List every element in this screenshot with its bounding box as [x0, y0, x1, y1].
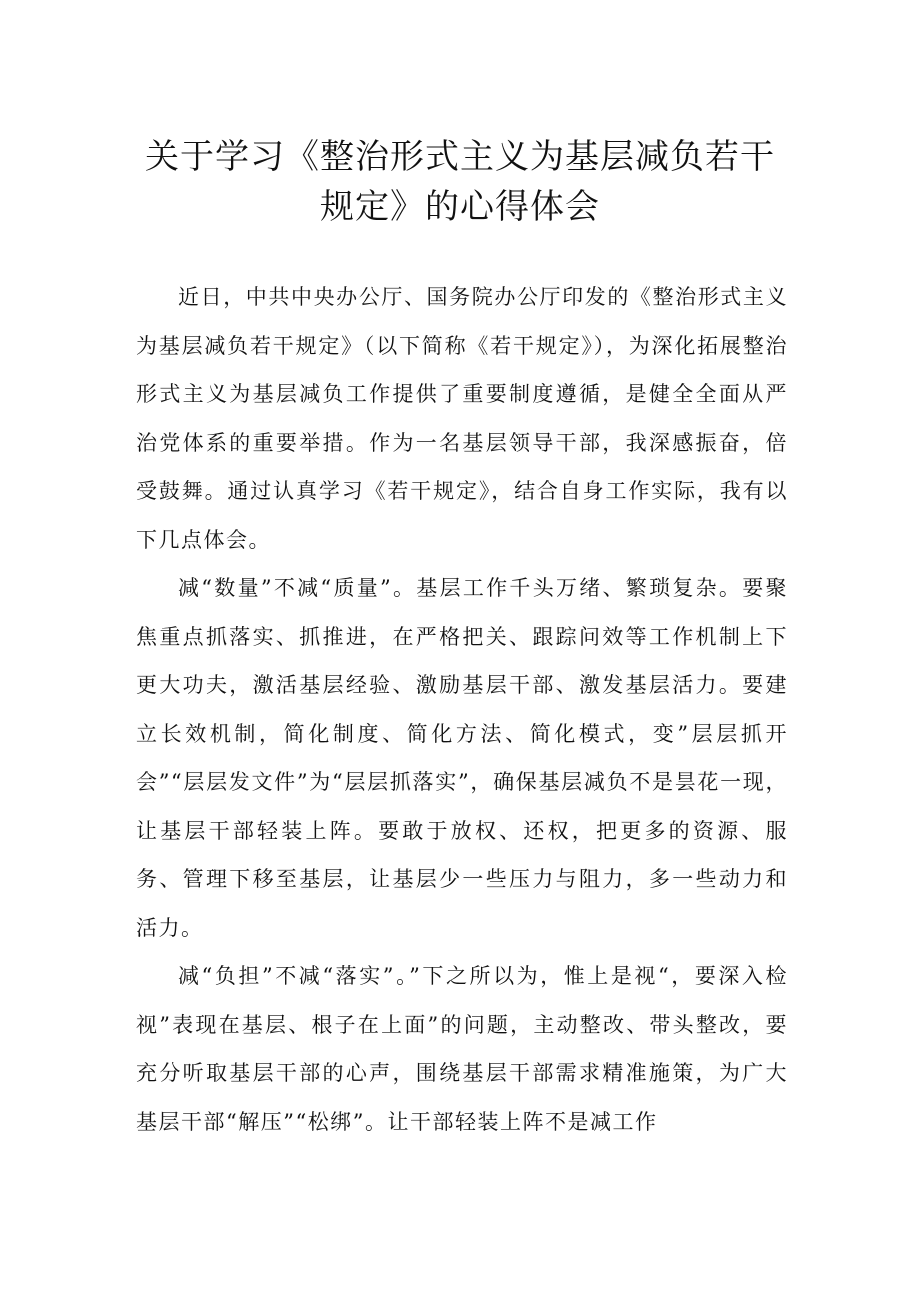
- paragraph-reduce-quantity: 减“数量”不减“质量”。基层工作千头万绪、繁琐复杂。要聚焦重点抓落实、抓推进，在严格把关、跟踪问效等工作机制上下更大功夫，激活基层经验、激励基层干部、激发基层活力。要建立长效机制，简化制度、简化方法、简化模式，变”层层抓开会”“层层发文件”为“层层抓落实”，确保基层减负不是昙花一现，让基层干部轻装上阵。要敢于放权、还权，把更多的资源、服务、管理下移至基层，让基层少一些压力与阻力，多一些动力和活力。: [136, 576, 788, 940]
- paragraph-intro: 近日，中共中央办公厅、国务院办公厅印发的《整治形式主义为基层减负若干规定》（以下简称《若干规定》），为深化拓展整治形式主义为基层减负工作提供了重要制度遵循，是健全全面从严治党体系的重要举措。作为一名基层领导干部，我深感振奋，倍受鼓舞。通过认真学习《若干规定》，结合自身工作实际，我有以下几点体会。: [136, 285, 788, 552]
- document-body: [136, 273, 788, 1146]
- document-title-line-1: 关于学习《整治形式主义为基层减负若干: [145, 137, 775, 177]
- paragraph-reduce-burden: 减“负担”不减“落实”。”下之所以为，惟上是视“，要深入检视”表现在基层、根子在上面”的问题，主动整改、带头整改，要充分听取基层干部的心声，围绕基层干部需求精准施策，为广大基层干部“解压”“松绑”。让干部轻装上阵不是减工作: [136, 964, 788, 1134]
- document-title: [110, 132, 810, 232]
- document-title-line-2: 规定》的心得体会: [320, 187, 600, 227]
